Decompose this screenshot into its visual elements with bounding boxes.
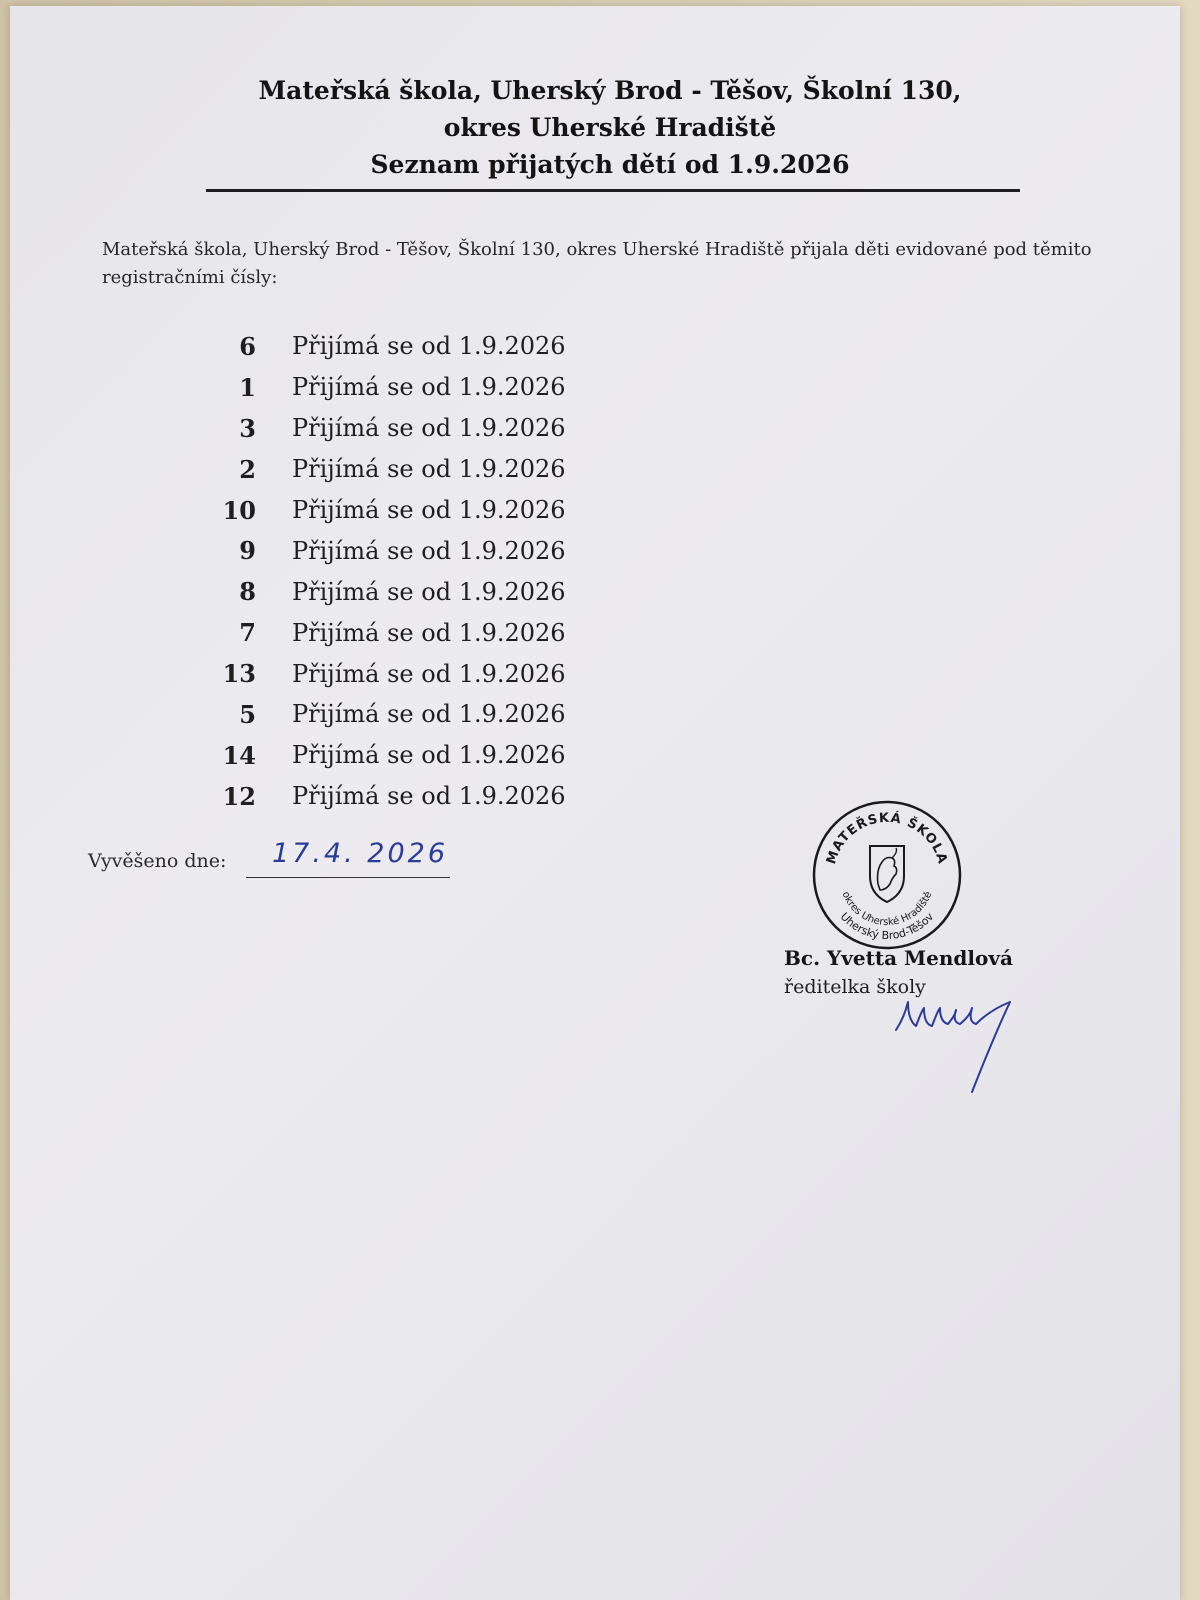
title-line-district: okres Uherské Hradiště: [443, 113, 777, 142]
admission-row: [200, 653, 620, 694]
admission-status: Přijímá se od 1.9.2026: [292, 332, 566, 361]
admission-row: [200, 735, 620, 776]
registration-number: 8: [239, 577, 256, 607]
admission-row: [200, 449, 620, 490]
posted-date-line: [246, 877, 450, 878]
intro-paragraph: Mateřská škola, Uherský Brod - Těšov, Školní 130, okres Uherské Hradiště přijala děti evidované pod těmito registračními čísly:: [102, 239, 1092, 288]
document-title: [200, 72, 1020, 183]
stamp-top-text: MATEŘSKÁ ŠKOLA: [824, 810, 950, 867]
title-underline: [206, 189, 1020, 192]
admission-status: Přijímá se od 1.9.2026: [292, 741, 566, 770]
admission-status: Přijímá se od 1.9.2026: [292, 536, 566, 565]
registration-number: 12: [222, 781, 256, 811]
registration-number: 3: [239, 413, 256, 443]
admission-row: [200, 530, 620, 571]
title-line-school: Mateřská škola, Uherský Brod - Těšov, Školní 130,: [258, 76, 962, 105]
admission-status: Přijímá se od 1.9.2026: [292, 577, 566, 606]
admission-row: [200, 694, 620, 735]
registration-number: 1: [239, 372, 256, 402]
registration-number: 9: [239, 536, 256, 566]
admission-status: Přijímá se od 1.9.2026: [292, 700, 566, 729]
registration-number: 6: [239, 331, 256, 361]
admission-status: Přijímá se od 1.9.2026: [292, 782, 566, 811]
title-line-list: Seznam přijatých dětí od 1.9.2026: [370, 150, 850, 179]
signatory-role: ředitelka školy: [784, 976, 926, 998]
registration-number: 2: [239, 454, 256, 484]
admission-row: [200, 326, 620, 367]
paper-sheet: [10, 6, 1180, 1600]
admission-row: [200, 408, 620, 449]
stamp-district-text: okres Uherské Hradiště: [839, 890, 935, 929]
posted-label: Vyvěšeno dne:: [88, 850, 227, 872]
admission-status: Přijímá se od 1.9.2026: [292, 373, 566, 402]
admission-status: Přijímá se od 1.9.2026: [292, 414, 566, 443]
admission-status: Přijímá se od 1.9.2026: [292, 455, 566, 484]
admission-row: [200, 612, 620, 653]
admission-status: Přijímá se od 1.9.2026: [292, 618, 566, 647]
admission-status: Přijímá se od 1.9.2026: [292, 496, 566, 524]
admission-row: [200, 571, 620, 612]
admission-row: [200, 490, 620, 531]
registration-number: 13: [222, 659, 256, 689]
admission-list: [200, 326, 620, 817]
registration-number: 7: [239, 618, 256, 648]
posted-date-handwritten: 17.4. 2026: [272, 838, 448, 869]
school-stamp: [810, 798, 964, 952]
registration-number: 10: [222, 495, 256, 525]
signatory-name: Bc. Yvetta Mendlová: [784, 946, 1013, 970]
admission-row: [200, 367, 620, 408]
handwritten-signature: [894, 996, 1034, 1096]
registration-number: 14: [222, 740, 256, 770]
registration-number: 5: [239, 699, 256, 729]
admission-status: Přijímá se od 1.9.2026: [292, 659, 566, 688]
admission-row: [200, 776, 620, 817]
coat-of-arms-icon: [870, 846, 904, 902]
stamp-town-text: Uherský Brod-Těšov: [837, 910, 937, 943]
